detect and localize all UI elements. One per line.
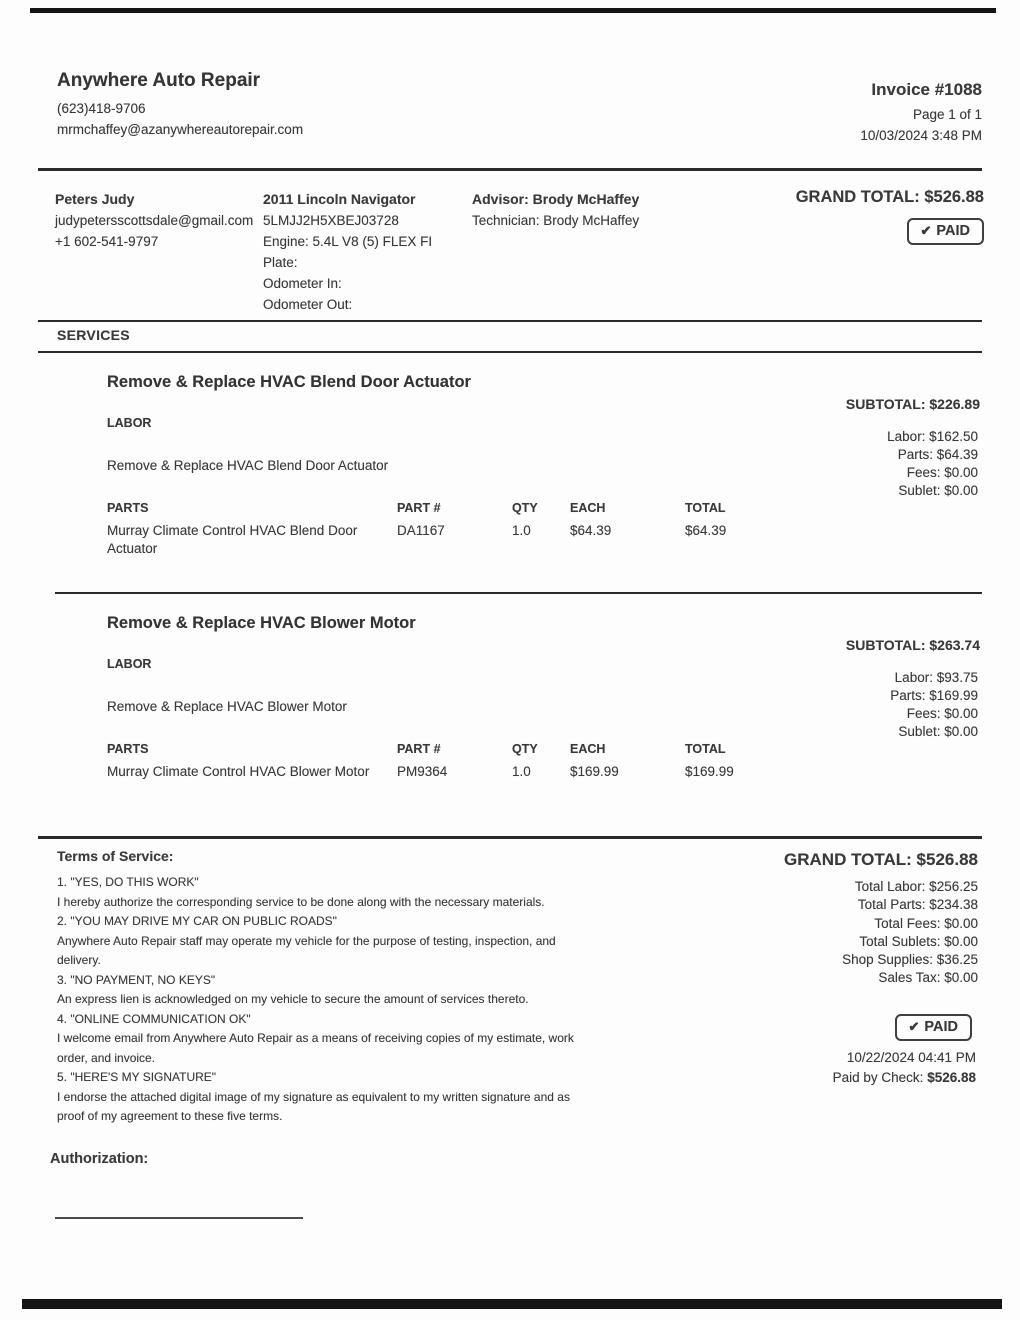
breakdown-labor: Labor: $162.50 bbox=[887, 429, 978, 444]
terms-line: Anywhere Auto Repair staff may operate my vehicle for the purpose of testing, inspection, and delivery. bbox=[57, 933, 556, 967]
vehicle-odometer-out: Odometer Out: bbox=[263, 297, 353, 312]
service-block-1 bbox=[0, 370, 1020, 600]
terms-line: I hereby authorize the corresponding service to be done along with the necessary materials. bbox=[57, 894, 545, 909]
col-header-part-number: PART # bbox=[397, 501, 441, 515]
customer-strip bbox=[55, 188, 984, 315]
check-icon: ✔ bbox=[920, 223, 932, 238]
invoice-number: Invoice #1088 bbox=[871, 80, 982, 99]
vehicle-info bbox=[263, 188, 472, 315]
terms-heading: Terms of Service: bbox=[57, 848, 174, 864]
scan-artifact-top bbox=[30, 8, 996, 13]
part-total: $169.99 bbox=[685, 764, 734, 779]
divider bbox=[38, 168, 982, 171]
terms-line: 1. "YES, DO THIS WORK" bbox=[57, 875, 199, 889]
divider bbox=[38, 351, 982, 353]
grand-total-bottom: GRAND TOTAL: $526.88 bbox=[784, 850, 978, 869]
check-icon: ✔ bbox=[908, 1019, 920, 1034]
labor-item: Remove & Replace HVAC Blower Motor bbox=[107, 699, 347, 714]
part-name: Murray Climate Control HVAC Blower Motor bbox=[107, 764, 370, 779]
vehicle-vin: 5LMJJ2H5XBEJ03728 bbox=[263, 213, 399, 228]
terms-line: I welcome email from Anywhere Auto Repair as a means of receiving copies of my estimate, work order, and invoice. bbox=[57, 1031, 574, 1065]
sales-tax: Sales Tax: $0.00 bbox=[878, 970, 978, 986]
service-title: Remove & Replace HVAC Blower Motor bbox=[107, 614, 416, 632]
col-header-total: TOTAL bbox=[685, 501, 726, 515]
part-qty: 1.0 bbox=[512, 523, 531, 538]
service-separator bbox=[55, 592, 982, 594]
terms-line: 4. "ONLINE COMMUNICATION OK" bbox=[57, 1011, 251, 1026]
invoice-datetime: 10/03/2024 3:48 PM bbox=[860, 128, 982, 143]
service-subtotal: SUBTOTAL: $263.74 bbox=[845, 637, 980, 653]
terms-line: An express lien is acknowledged on my vehicle to secure the amount of services thereto. bbox=[57, 992, 529, 1006]
advisor-line: Advisor: Brody McHaffey bbox=[472, 191, 640, 207]
total-labor: Total Labor: $256.25 bbox=[854, 879, 978, 894]
part-number: DA1167 bbox=[397, 523, 445, 538]
shop-supplies: Shop Supplies: $36.25 bbox=[842, 952, 978, 968]
col-header-qty: QTY bbox=[512, 501, 538, 515]
breakdown-parts: Parts: $169.99 bbox=[890, 688, 978, 703]
service-subtotal: SUBTOTAL: $226.89 bbox=[845, 396, 980, 412]
terms-line: 3. "NO PAYMENT, NO KEYS" bbox=[57, 972, 216, 987]
vehicle-odometer-in: Odometer In: bbox=[263, 276, 342, 291]
total-fees: Total Fees: $0.00 bbox=[874, 915, 978, 931]
signature-line bbox=[55, 1217, 303, 1219]
terms-line: I endorse the attached digital image of my signature as equivalent to my written signature and as proof of my agreement to these five terms. bbox=[57, 1089, 570, 1123]
paid-label: PAID bbox=[924, 1019, 958, 1035]
scan-artifact-bottom bbox=[22, 1299, 1002, 1309]
divider bbox=[38, 320, 982, 322]
service-block-2 bbox=[0, 611, 1020, 841]
customer-phone: +1 602-541-9797 bbox=[55, 234, 159, 249]
service-breakdown bbox=[890, 669, 978, 741]
vehicle-engine: Engine: 5.4L V8 (5) FLEX FI bbox=[263, 234, 433, 249]
company-name: Anywhere Auto Repair bbox=[57, 70, 261, 91]
vehicle-title: 2011 Lincoln Navigator bbox=[263, 191, 416, 207]
divider bbox=[38, 836, 982, 839]
grand-total-top: GRAND TOTAL: $526.88 bbox=[795, 188, 984, 206]
company-phone: (623)418-9706 bbox=[57, 101, 146, 116]
staff-info bbox=[472, 188, 766, 315]
part-each: $169.99 bbox=[570, 764, 619, 779]
payment-info bbox=[833, 1048, 976, 1087]
paid-badge-bottom bbox=[895, 1014, 972, 1041]
services-heading: SERVICES bbox=[57, 327, 130, 343]
col-header-each: EACH bbox=[570, 501, 606, 515]
vehicle-plate: Plate: bbox=[263, 255, 298, 270]
labor-heading: LABOR bbox=[107, 657, 152, 671]
col-header-qty: QTY bbox=[512, 742, 538, 756]
total-sublets: Total Sublets: $0.00 bbox=[859, 933, 978, 949]
breakdown-fees: Fees: $0.00 bbox=[906, 465, 978, 480]
total-parts: Total Parts: $234.38 bbox=[857, 897, 978, 913]
company-header bbox=[57, 70, 303, 140]
labor-item: Remove & Replace HVAC Blend Door Actuator bbox=[107, 458, 389, 473]
paid-label: PAID bbox=[936, 223, 970, 239]
col-header-parts: PARTS bbox=[107, 501, 149, 515]
page-indicator: Page 1 of 1 bbox=[912, 107, 982, 122]
customer-name: Peters Judy bbox=[55, 191, 135, 207]
breakdown-sublet: Sublet: $0.00 bbox=[898, 483, 978, 498]
paid-by-label: Paid by Check: bbox=[832, 1069, 928, 1085]
part-name: Murray Climate Control HVAC Blend Door Actuator bbox=[107, 523, 358, 556]
paid-badge-bottom-wrap bbox=[895, 1014, 972, 1041]
customer-email: judypetersscottsdale@gmail.com bbox=[55, 213, 254, 228]
technician-line: Technician: Brody McHaffey bbox=[472, 213, 640, 228]
paid-amount: $526.88 bbox=[927, 1069, 976, 1085]
terms-of-service bbox=[57, 848, 597, 1127]
parts-table bbox=[107, 742, 980, 781]
company-email: mrmchaffey@azanywhereautorepair.com bbox=[57, 122, 304, 137]
labor-heading: LABOR bbox=[107, 416, 152, 430]
terms-line: 5. "HERE'S MY SIGNATURE" bbox=[57, 1070, 217, 1084]
paid-badge-top bbox=[907, 218, 984, 245]
col-header-parts: PARTS bbox=[107, 742, 149, 756]
breakdown-sublet: Sublet: $0.00 bbox=[898, 724, 978, 739]
col-header-total: TOTAL bbox=[685, 742, 726, 756]
service-title: Remove & Replace HVAC Blend Door Actuator bbox=[107, 373, 471, 391]
part-total: $64.39 bbox=[685, 523, 727, 538]
parts-table bbox=[107, 501, 980, 558]
summary-total bbox=[766, 188, 984, 315]
service-breakdown bbox=[887, 428, 978, 500]
col-header-part-number: PART # bbox=[397, 742, 441, 756]
col-header-each: EACH bbox=[570, 742, 606, 756]
paid-by-line bbox=[833, 1068, 976, 1088]
invoice-meta bbox=[860, 80, 982, 146]
part-number: PM9364 bbox=[397, 764, 448, 779]
paid-datetime: 10/22/2024 04:41 PM bbox=[846, 1050, 976, 1065]
breakdown-fees: Fees: $0.00 bbox=[906, 706, 978, 721]
invoice-totals bbox=[784, 850, 978, 988]
part-qty: 1.0 bbox=[512, 764, 531, 779]
customer-info bbox=[55, 188, 263, 315]
breakdown-parts: Parts: $64.39 bbox=[897, 447, 978, 462]
part-each: $64.39 bbox=[570, 523, 612, 538]
terms-line: 2. "YOU MAY DRIVE MY CAR ON PUBLIC ROADS" bbox=[57, 914, 337, 928]
authorization-heading: Authorization: bbox=[50, 1151, 149, 1167]
breakdown-labor: Labor: $93.75 bbox=[894, 670, 978, 685]
